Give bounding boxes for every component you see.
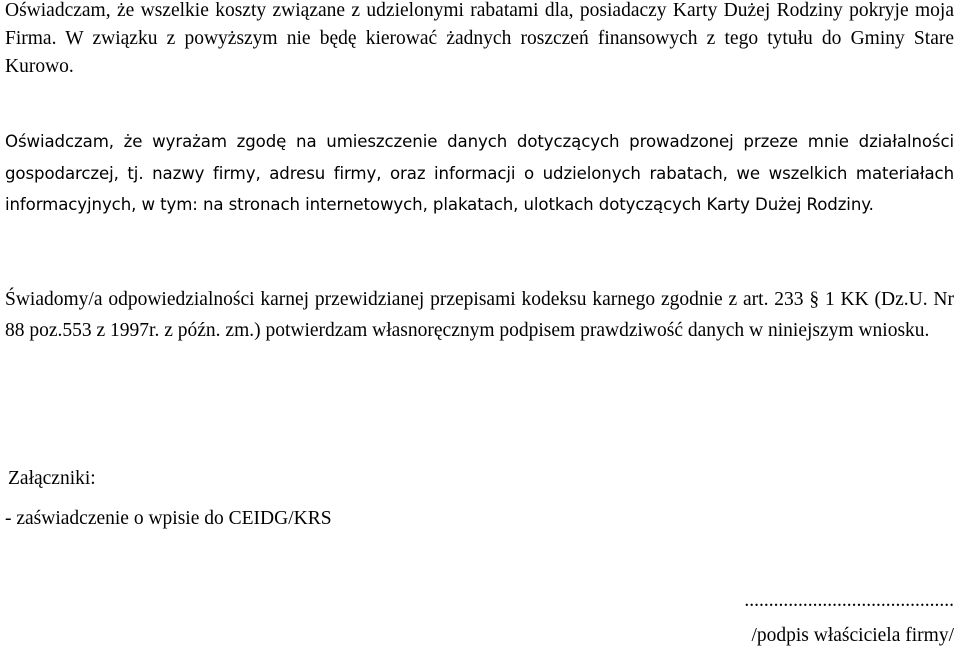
paragraph-criminal-liability: Świadomy/a odpowiedzialności karnej przewidzianej przepisami kodeksu karnego zgodnie z art. 233 § 1 KK (Dz.U. Nr 88 poz.553 z 1997r. z późn. zm.) potwierdzam własnoręcznym podpisem prawdziwość danych w niniejszym wniosku. [5, 289, 954, 341]
signature-label: /podpis właściciela firmy/ [751, 625, 954, 646]
paragraph-data-consent: Oświadczam, że wyrażam zgodę na umieszczenie danych dotyczących prowadzonej przeze mnie działalności gospodarczej, tj. nazwy firmy, adresu firmy, oraz informacji o udzielonych rabatach, we wszelkich materiałach informacyjnych, w tym: na stronach internetowych, plakatach, ulotkach dotyczących Karty Dużej Rodziny. [5, 132, 954, 214]
signature-line: ........................................... [744, 590, 954, 611]
attachments-heading: Załączniki: [8, 468, 96, 489]
paragraph-costs-declaration: Oświadczam, że wszelkie koszty związane z udzielonymi rabatami dla, posiadaczy Karty Dużej Rodziny pokryje moja Firma. W związku z powyższym nie będę kierować żadnych roszczeń finansowych z tego tytułu do Gminy Stare Kurowo. [5, 0, 954, 77]
attachment-item-ceidg: - zaświadczenie o wpisie do CEIDG/KRS [5, 508, 332, 529]
